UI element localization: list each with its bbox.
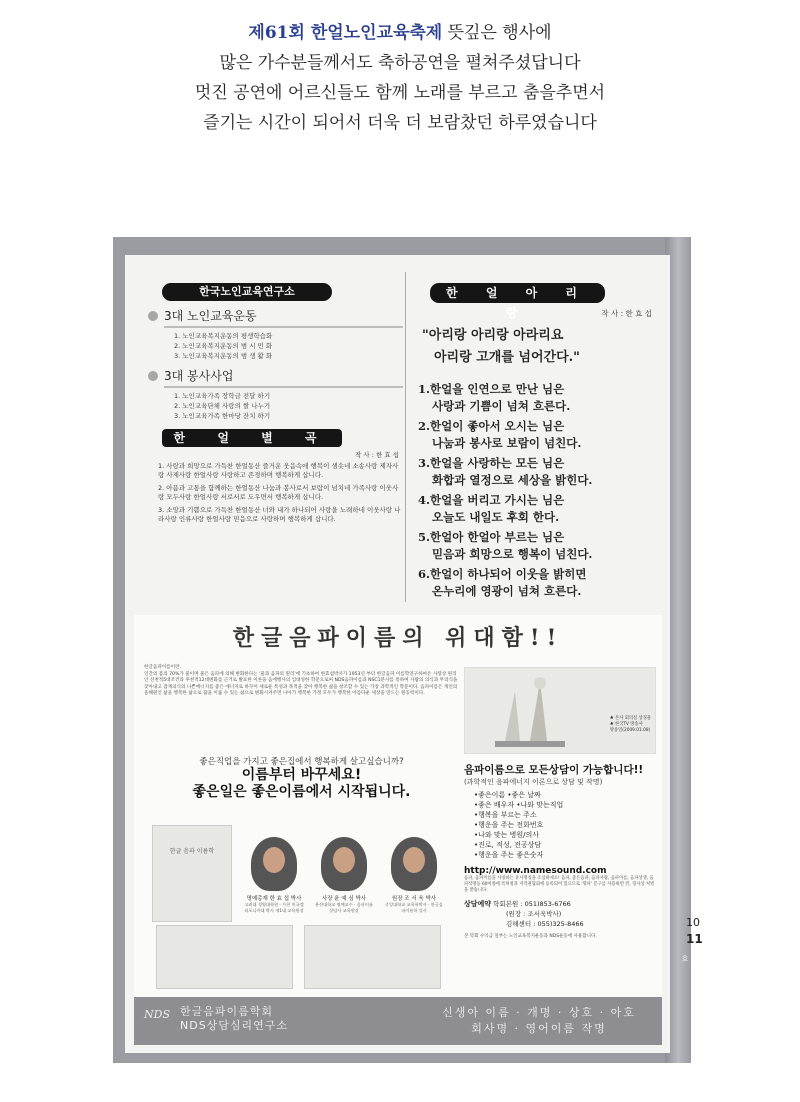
institute-heading: 한국노인교육연구소 [162,283,332,301]
service-item: •진로, 적성, 전공상담 [474,841,542,849]
trophy-photo [464,667,656,754]
newspaper-clip-2 [304,925,441,989]
service-list [148,391,403,421]
arirang-stanzas [418,381,658,600]
ad-footer-band [134,997,662,1045]
intro-text [0,18,800,138]
portrait [251,837,297,891]
list-item: 3. 노인교육복지운동의 범 생 활 화 [174,352,273,360]
stanza: 1.한얼을 인연으로 만난 님은 사랑과 기쁨이 넘쳐 흐른다. [418,382,571,413]
arirang-refrain-1: "아리랑 아리랑 아라리요 [422,328,564,343]
list-item: 2. 노인교육단체 사랑의 쌀 나누기 [174,402,271,410]
list-item: 2. 노인교육복지운동의 범 시 민 화 [174,342,273,350]
verse: 1. 사랑과 희망으로 가득찬 한얼동산 즐거운 웃음속에 행복이 샘솟네 소송사랑 제자사랑 사제사랑 한얼사랑 사랑하고 존경하며 행복하게 삽니다. [158,462,399,479]
verse: 2. 아픔과 고통을 함께하는 한얼동산 나눔과 봉사로서 보람이 넘치네 가족사랑 이웃사랑 모두사랑 한얼사랑 서로서로 도우면서 행복하게 삽니다. [158,484,399,501]
ad-right-box [464,667,656,939]
section-rule [164,386,403,388]
person-yoon: 사장 윤 예 심 박사 용산대학교 명예교수 · 음파이름상담사 교육원장 [314,837,374,913]
ad-title: 한글음파이름의 위대함!! [232,625,564,651]
bullet-dot [148,311,158,321]
page-numbers [686,915,703,947]
stanza: 3.한얼을 사랑하는 모든 님은 화합과 열정으로 세상을 밝힌다. [418,456,593,487]
arirang-title: 한 얼 아 리 랑 [430,283,605,303]
service-item: •좋은이름 •좋은 날짜 [474,791,541,799]
bullet-dot [148,371,158,381]
stanza: 6.한얼이 하나되어 이웃을 밝히면 온누리에 영광이 넘쳐 흐른다. [418,567,587,598]
service-item: •좋은 배우자 •나와 맞는직업 [474,801,564,809]
advertisement [134,615,662,1045]
person-han: 명예총재 한 효 섭 박사 고려대 경영대학원 · 가천 미국캘리포니아대 박사 제1대 교육원장 [244,837,304,913]
stanza: 4.한얼을 버리고 가시는 님은 오늘도 내일도 후회 한다. [418,493,565,524]
ad-intro: 한글음파이름이란, 인간의 몸의 70%가 물이며 물은 음파에 의해 변화한다는 '물과 음파의 원리'에 기초하여 한효섭박사가 1953년 부터 한글음파 이름학연구하여온 사랑상 원리인 선천적5대조건과 후천적12대변화를 근거로 발표한 이론을 음에행사의 입대성한 학문으로써 NDS음파이름과 NSC1분사를 통하여 사람의 의식과 무의식을 찾아내고 잠재의식의 나쁜에너지를 좋은 에너지로 바꾸어 새로운 특성과 목적을 찾아 행복한 삶을 창조할 수 있는 가장 과학적인 학문이다. 음파이름은 개인의 올해원인 삶을 행복한 삶으로 꿈을 이룰 수 있는 삶으로 변화시켜주면 나아가 행복한 가정 모두가 행복한 아름다운 세상을 만드는 원동력이다. [144,665,458,697]
section-rule [164,326,403,328]
arirang-author: 작 사 : 한 효 섭 [601,309,652,318]
page-number-right: 11 [686,932,703,946]
nds-logo: NDS [144,1008,170,1021]
portrait [391,837,437,891]
intro-line-4: 즐기는 시간이 되어서 더욱 더 보람찼던 하루였습니다 [203,113,597,133]
arirang-refrain-2: 아리랑 고개를 넘어간다." [434,350,580,365]
list-item: 1. 노인교육복지운동의 평생학습화 [174,332,273,340]
intro-line-3: 멋진 공연에 어르신들도 함께 노래를 부르고 춤을추면서 [194,83,606,103]
intro-line-1: 제61회 한얼노인교육축제 뜻깊은 행사에 [248,23,552,43]
song-title: 한 얼 별 곡 [162,429,342,447]
spine-text: 한국노인교육연구소 한얼노인대학 창간호 [681,955,699,1098]
right-column [418,283,658,603]
footer-org: NDS 한글음파이름학회 NDS상담심리연구소 [144,1005,289,1032]
stanza: 5.한얼아 한얼아 부르는 님은 믿음과 희망으로 행복이 넘친다. [418,530,593,561]
trophy-caption: ♣ 본사 회의실 상징물 ♣ 한국TV 방송사 방송일(2009.01.08) [609,716,651,733]
consult-headline: 음파이름으로 모든상담이 가능합니다!! [464,764,644,776]
ad-slogan: 좋은직업을 가지고 좋은집에서 행복하게 살고싶습니까? 이름부터 바꾸세요! 좋은일은 좋은이름에서 시작됩니다. [192,757,411,800]
portrait [321,837,367,891]
service-item: •나와 맞는 병원/의사 [474,831,540,839]
list-item: 3. 노인교육가족 한마당 잔치 하기 [174,412,271,420]
trademark-note: 음파, 음파이름을 사칭하는 유사명칭을 조심하세요! 음파, 좋은음파, 음파사람, 음파이름, 음파상생, 음파작명등 60여종에 특허청과 저작권협회에 등록되어 있으므로 '명파' 문구를 사용하면 민, 형사상 처벌을 받습니다. [464,876,655,893]
intro-line-2: 많은 가수분들께서도 축하공연을 펼쳐주셨답니다 [219,53,581,73]
newspaper-clip-1 [156,925,293,989]
section-education-movement: 3대 노인교육운동 [148,307,403,324]
verse: 3. 소망과 기쁨으로 가득찬 한얼동산 너와 내가 하나되어 사랑을 노래하네 이웃사랑 나라사랑 인류사랑 한얼사랑 믿음으로 사랑하며 행복하게 삽니다. [158,506,401,523]
contact-info: 상담예약 학회본원 : 051)853-6766 (원장 : 조서욱박사) 김해센터 : 055)325-8466 [464,900,584,929]
stanza: 2.한얼이 좋아서 오시는 님은 나눔과 봉사로 보람이 넘친다. [418,419,582,450]
book-cover: 한글 음파 이름학 [152,825,232,922]
trophy-icon [485,671,575,751]
education-movement-list [148,331,403,361]
festival-name: 제61회 한얼노인교육축제 [248,23,443,43]
left-column [148,283,403,528]
section-service: 3대 봉사사업 [148,367,403,384]
service-item: •행복을 부르는 주소 [474,811,537,819]
service-item: •행운을 주는 전화번호 [474,821,544,829]
page-number-left: 10 [686,916,700,929]
consult-subhead: (과학적인 음파에너지 이론으로 상담 및 작명) [464,778,603,786]
song-author: 작 사 : 한 효 섭 [355,451,399,459]
service-list [464,790,656,860]
list-item: 1. 노인교육가족 장학금 전달 하기 [174,392,271,400]
person-cho: 원장 조 서 욱 박사 중앙대학교 교육학박사 · 한글음파이름학 강사 [384,837,444,913]
footer-services: 신생아 이름 · 개명 · 상호 · 아호 회사명 · 영어이름 작명 [442,1006,636,1035]
song-verses [148,462,403,524]
column-divider [405,272,406,602]
ad-footnote: 본 학회 수익금 일부는 노인교육복지운동과 NDS운동에 사용합니다. [464,934,597,940]
service-item: •행운을 주는 좋은숫자 [474,851,544,859]
website-url: http://www.namesound.com [464,866,607,876]
